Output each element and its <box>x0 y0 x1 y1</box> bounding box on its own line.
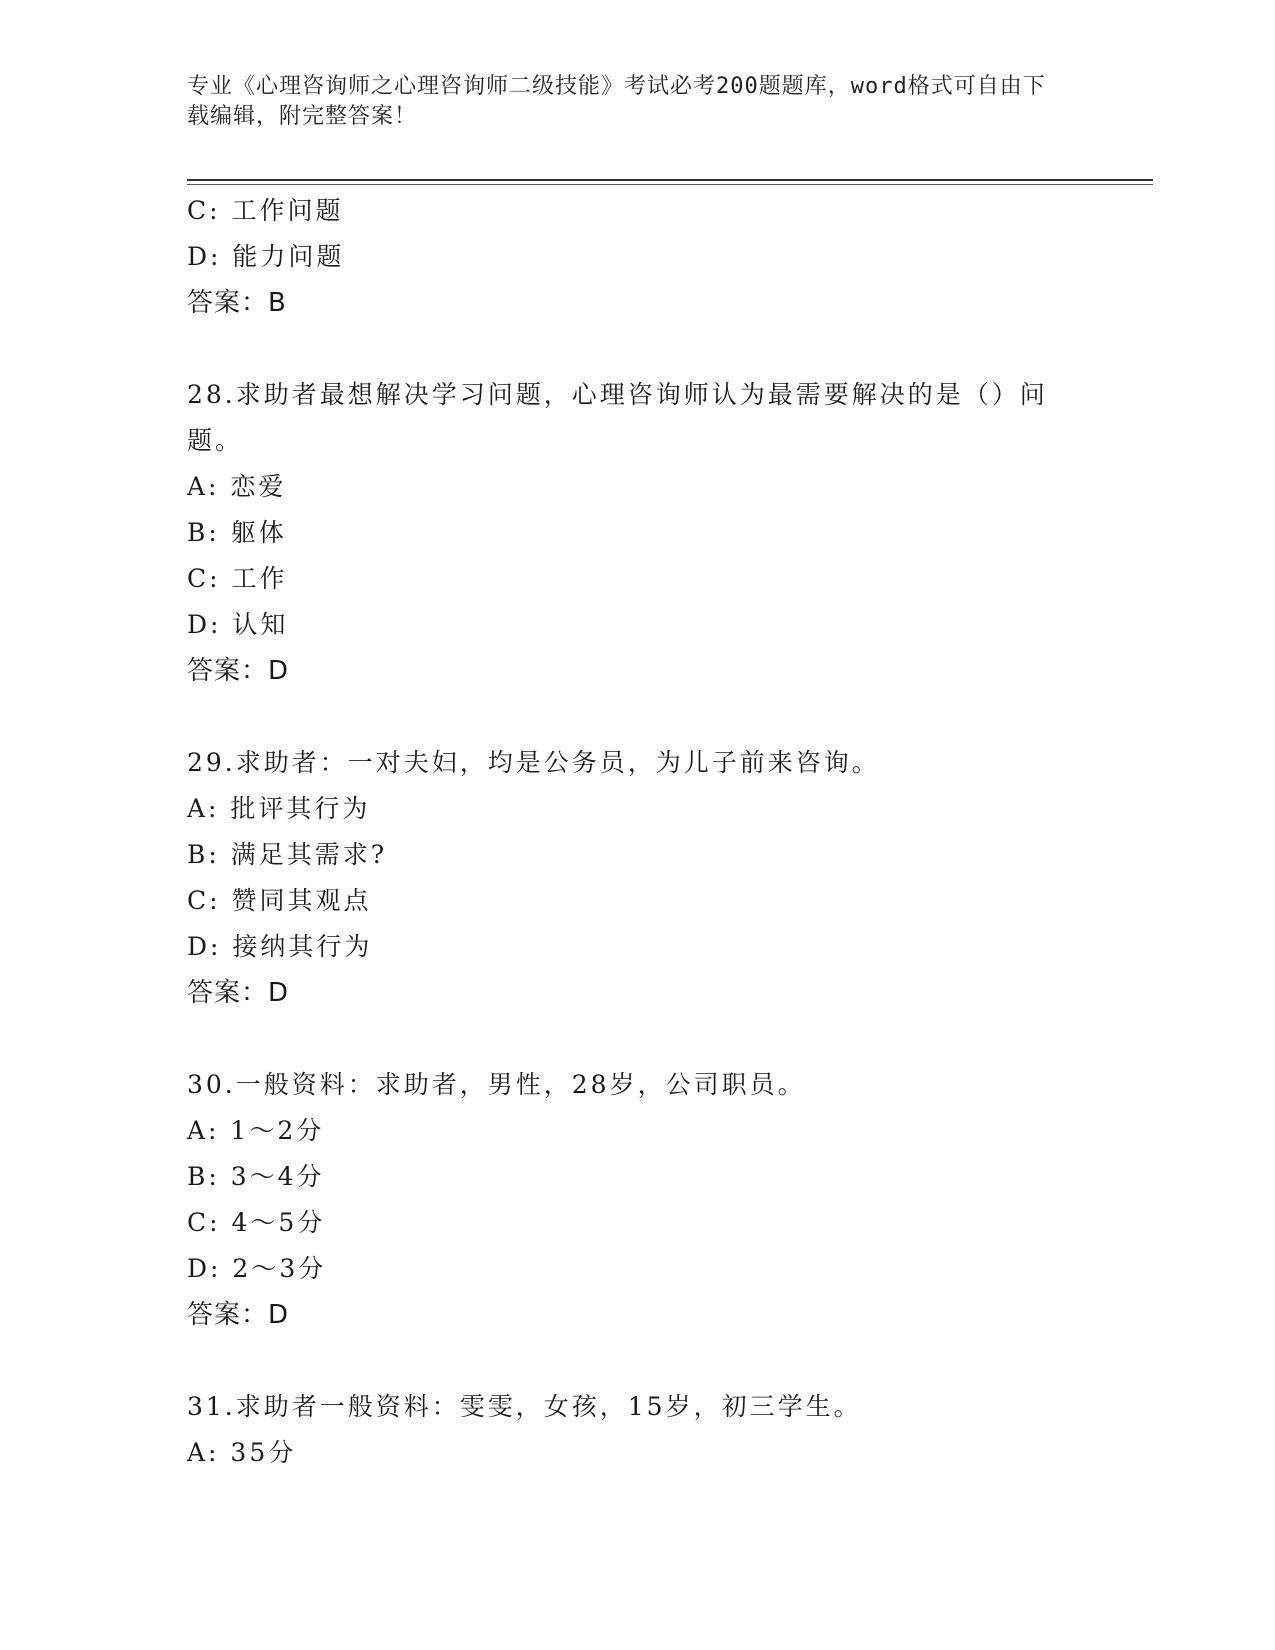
option-d: D: 2～3分 <box>187 1254 327 1283</box>
option-a: A: 35分 <box>187 1438 297 1467</box>
question-stem: 30.一般资料：求助者，男性，28岁，公司职员。 <box>187 1070 806 1099</box>
spacer <box>187 694 1087 740</box>
answer-line: 答案：D <box>187 1300 290 1330</box>
option-d: D: 接纳其行为 <box>187 932 373 961</box>
answer-line: 答案：D <box>187 656 290 686</box>
spacer <box>187 1338 1087 1384</box>
option-d: D: 能力问题 <box>187 242 345 271</box>
option-d: D: 认知 <box>187 610 289 639</box>
option-c: C: 工作问题 <box>187 196 344 225</box>
spacer <box>187 326 1087 372</box>
header-divider-thin <box>187 184 1153 185</box>
question-stem: 29.求助者：一对夫妇，均是公务员，为儿子前来咨询。 <box>187 748 880 777</box>
option-b: B: 3～4分 <box>187 1162 325 1191</box>
document-header: 专业《心理咨询师之心理咨询师二级技能》考试必考200题题库，word格式可自由下载编辑，附完整答案！ <box>187 74 1046 129</box>
option-b: B: 躯体 <box>187 518 287 547</box>
option-c: C: 4～5分 <box>187 1208 326 1237</box>
question-stem: 31.求助者一般资料：雯雯，女孩，15岁，初三学生。 <box>187 1392 862 1421</box>
option-c: C: 工作 <box>187 564 288 593</box>
option-a: A: 恋爱 <box>187 472 287 501</box>
answer-line: 答案：D <box>187 978 290 1008</box>
option-a: A: 批评其行为 <box>187 794 371 823</box>
option-c: C: 赞同其观点 <box>187 886 372 915</box>
option-a: A: 1～2分 <box>187 1116 325 1145</box>
answer-line: 答案：B <box>187 288 287 318</box>
header-divider <box>187 179 1153 181</box>
option-b: B: 满足其需求? <box>187 840 388 869</box>
question-stem: 28.求助者最想解决学习问题，心理咨询师认为最需要解决的是（）问题。 <box>187 380 1048 455</box>
document-body <box>187 188 1087 1476</box>
spacer <box>187 1016 1087 1062</box>
